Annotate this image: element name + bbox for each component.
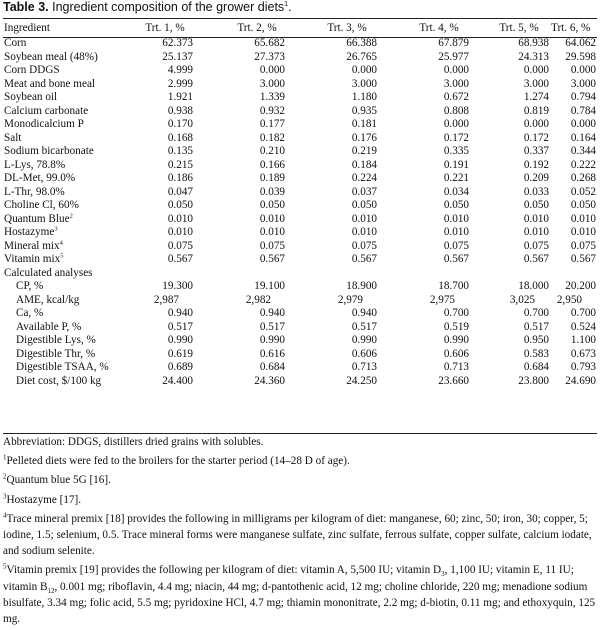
cell-trt-1: 4.999: [167, 64, 193, 77]
cell-trt-4: 0.172: [443, 131, 469, 144]
cell-trt-1: 0.215: [167, 158, 193, 171]
cell-trt-1: 0.047: [167, 185, 193, 198]
cell-trt-4: 0.034: [443, 185, 469, 198]
cell-trt-6: 0.793: [570, 361, 596, 374]
cell-trt-2: 1.339: [259, 91, 285, 104]
cell-trt-2: 0.567: [259, 253, 285, 266]
cell-trt-2: 0.050: [259, 199, 285, 212]
cell-trt-2: 0.166: [259, 158, 285, 171]
cell-trt-5: 24.313: [518, 50, 549, 63]
cell-trt-6: 0.052: [570, 185, 596, 198]
cell-trt-3: 0.184: [351, 158, 377, 171]
footnote-5-subscript-b12: 12: [47, 586, 55, 595]
table-label: Table 3.: [3, 0, 49, 14]
cell-trt-2: 0.010: [259, 212, 285, 225]
cell-trt-5: 0.700: [523, 307, 549, 320]
row-ingredient-label: [4, 253, 63, 267]
cell-trt-4: 0.567: [443, 253, 469, 266]
footnote-2: [3, 472, 597, 488]
cell-trt-3: 0.713: [351, 361, 377, 374]
cell-trt-1: 0.186: [167, 172, 193, 185]
row-ingredient-name: L-Thr, 98.0%: [4, 185, 65, 198]
row-ingredient-name: Choline Cl, 60%: [4, 199, 79, 212]
cell-trt-6: 0.344: [570, 145, 596, 158]
footnote-5-text-c: , 0.001 mg; riboflavin, 4.4 mg; niacin, 44 mg; d-pantothenic acid, 12 mg; choline chloride, 220 mg; menadione sodium bisulfate, 3.34 mg; folic acid, 5.5 mg; pyridoxine HCl, 4.7 mg; thiamin mononitrate, 2.2 mg; d-biotin, 0.11 mg; and ethoxyquin, 125 mg.: [3, 580, 596, 626]
cell-trt-6: 0.010: [570, 212, 596, 225]
cell-trt-1: 0.517: [167, 320, 193, 333]
cell-trt-5: 0.000: [523, 118, 549, 131]
row-ingredient-name: Calcium carbonate: [4, 104, 89, 117]
cell-trt-4: 0.519: [443, 320, 469, 333]
row-ingredient-label: [4, 240, 63, 254]
calc-row-name: CP, %: [16, 280, 44, 293]
cell-trt-2: 0.990: [259, 334, 285, 347]
cell-trt-5: 0.075: [523, 239, 549, 252]
cell-trt-5: 0.192: [523, 158, 549, 171]
cell-trt-2: 0.940: [259, 307, 285, 320]
table-row: [3, 91, 597, 105]
cell-trt-6: 0.524: [570, 320, 596, 333]
header-trt-2: Trt. 2, %: [237, 22, 277, 34]
cell-trt-1: 19.300: [162, 280, 193, 293]
cell-trt-5: 0.819: [523, 104, 549, 117]
cell-trt-2: 2,982: [245, 293, 271, 306]
calc-row: [3, 280, 597, 294]
cell-trt-2: 0.039: [259, 185, 285, 198]
cell-trt-1: 0.689: [167, 361, 193, 374]
cell-trt-1: 0.135: [167, 145, 193, 158]
row-ingredient-name: Soybean meal (48%): [4, 50, 98, 63]
cell-trt-4: 3.000: [443, 77, 469, 90]
cell-trt-4: 18.700: [438, 280, 469, 293]
row-ingredient-name: Vitamin mix: [4, 253, 61, 266]
cell-trt-1: 0.050: [167, 199, 193, 212]
cell-trt-6: 2,950: [556, 293, 582, 306]
row-ingredient-name: L-Lys, 78.8%: [4, 158, 66, 171]
cell-trt-3: 3.000: [351, 77, 377, 90]
cell-trt-3: 0.990: [351, 334, 377, 347]
row-ingredient-name: Meat and bone meal: [4, 77, 96, 90]
cell-trt-3: 0.050: [351, 199, 377, 212]
cell-trt-4: 0.000: [443, 118, 469, 131]
cell-trt-6: 64.062: [565, 37, 596, 49]
cell-trt-5: 0.172: [523, 131, 549, 144]
cell-trt-6: 0.164: [570, 131, 596, 144]
cell-trt-3: 0.517: [351, 320, 377, 333]
cell-trt-6: 3.000: [570, 77, 596, 90]
footnote-5-subscript-d3: 3: [441, 570, 445, 579]
row-ingredient-label: [4, 213, 73, 227]
table-row: [3, 159, 597, 173]
calc-row: [3, 334, 597, 348]
cell-trt-1: 1.921: [167, 91, 193, 104]
header-trt-1: Trt. 1, %: [145, 22, 185, 34]
row-ingredient-name: Corn DDGS: [4, 64, 60, 77]
cell-trt-2: 0.932: [259, 104, 285, 117]
footnote-3: [3, 492, 597, 508]
cell-trt-3: 0.010: [351, 226, 377, 239]
cell-trt-3: 0.176: [351, 131, 377, 144]
cell-trt-3: 0.037: [351, 185, 377, 198]
cell-trt-1: 0.938: [167, 104, 193, 117]
cell-trt-6: 0.567: [570, 253, 596, 266]
cell-trt-4: 0.606: [443, 347, 469, 360]
cell-trt-3: 26.765: [346, 50, 377, 63]
calc-row: [3, 307, 597, 321]
table-caption: [3, 0, 292, 14]
cell-trt-2: 0.517: [259, 320, 285, 333]
table-row: [3, 145, 597, 159]
row-ingredient-name: Salt: [4, 131, 22, 144]
cell-trt-5: 3.000: [523, 77, 549, 90]
calc-row-name: Digestible TSAA, %: [16, 361, 109, 374]
calc-row-name: Digestible Thr, %: [16, 347, 96, 360]
table-row: [3, 51, 597, 65]
cell-trt-4: 2,975: [429, 293, 455, 306]
row-footnote-mark: 4: [59, 239, 63, 246]
cell-trt-6: 0.784: [570, 104, 596, 117]
cell-trt-3: 0.075: [351, 239, 377, 252]
calc-row: [3, 294, 597, 308]
cell-trt-1: 24.400: [162, 374, 193, 387]
header-ingredient: Ingredient: [4, 22, 50, 34]
calc-row-name: AME, kcal/kg: [16, 293, 80, 306]
footnote-5-text-b: , 1,100 IU; vitamin E, 11 IU; vitamin B: [3, 564, 574, 593]
calc-row: [3, 361, 597, 375]
cell-trt-3: 0.000: [351, 64, 377, 77]
cell-trt-6: 0.794: [570, 91, 596, 104]
cell-trt-5: 0.517: [523, 320, 549, 333]
cell-trt-6: 0.075: [570, 239, 596, 252]
cell-trt-3: 0.935: [351, 104, 377, 117]
footnote-1: [3, 453, 597, 469]
cell-trt-5: 0.010: [523, 212, 549, 225]
row-ingredient-name: DL-Met, 99.0%: [4, 172, 76, 185]
cell-trt-4: 0.335: [443, 145, 469, 158]
caption-footnote-mark: 1: [284, 0, 289, 8]
cell-trt-1: 2,987: [153, 293, 179, 306]
cell-trt-4: 25.977: [438, 50, 469, 63]
footnote-5: [3, 562, 597, 627]
cell-trt-4: 23.660: [438, 374, 469, 387]
footnote-1-mark: 1: [3, 453, 7, 462]
cell-trt-3: 0.940: [351, 307, 377, 320]
footnote-abbreviation-text: Abbreviation: DDGS, distillers dried grains with solubles.: [3, 436, 264, 448]
cell-trt-4: 0.010: [443, 226, 469, 239]
calc-row-name: Available P, %: [16, 320, 82, 333]
table-title: Ingredient composition of the grower diets: [48, 0, 285, 14]
cell-trt-5: 1.274: [523, 91, 549, 104]
cell-trt-2: 65.682: [254, 37, 285, 49]
row-ingredient-name: Quantum Blue: [4, 212, 70, 225]
footnote-2-mark: 2: [3, 472, 7, 481]
calc-row-name: Digestible Lys, %: [16, 334, 96, 347]
cell-trt-4: 0.191: [443, 158, 469, 171]
cell-trt-2: 0.177: [259, 118, 285, 131]
header-trt-4: Trt. 4, %: [419, 22, 459, 34]
table-header-row: [3, 19, 597, 37]
cell-trt-3: 24.250: [346, 374, 377, 387]
table-row: [3, 186, 597, 200]
table-row: [3, 213, 597, 227]
footnote-5-mark: 5: [3, 562, 7, 571]
cell-trt-5: 0.209: [523, 172, 549, 185]
calc-row: [3, 375, 597, 389]
cell-trt-1: 2.999: [167, 77, 193, 90]
table-row: [3, 172, 597, 186]
row-ingredient-name: Corn: [4, 37, 27, 49]
cell-trt-2: 0.075: [259, 239, 285, 252]
cell-trt-4: 0.672: [443, 91, 469, 104]
footnote-3-text: Hostazyme [17].: [6, 493, 82, 506]
calc-row-name: Ca, %: [16, 307, 44, 320]
footnote-3-mark: 3: [3, 491, 7, 500]
cell-trt-4: 0.010: [443, 212, 469, 225]
cell-trt-6: 20.200: [565, 280, 596, 293]
table-footnotes: [3, 434, 597, 630]
cell-trt-1: 0.075: [167, 239, 193, 252]
cell-trt-3: 0.606: [351, 347, 377, 360]
cell-trt-3: 1.180: [351, 91, 377, 104]
row-footnote-mark: 3: [54, 225, 58, 233]
cell-trt-4: 0.075: [443, 239, 469, 252]
cell-trt-1: 0.619: [167, 347, 193, 360]
cell-trt-1: 0.170: [167, 118, 193, 131]
cell-trt-4: 0.050: [443, 199, 469, 212]
cell-trt-5: 18.000: [518, 280, 549, 293]
row-ingredient-name: Monodicalcium P: [4, 118, 84, 131]
caption-period: .: [288, 0, 292, 14]
cell-trt-4: 0.000: [443, 64, 469, 77]
cell-trt-6: 0.700: [570, 307, 596, 320]
cell-trt-2: 0.684: [259, 361, 285, 374]
cell-trt-4: 0.700: [443, 307, 469, 320]
cell-trt-2: 3.000: [259, 77, 285, 90]
cell-trt-2: 24.360: [254, 374, 285, 387]
table-row: [3, 37, 597, 51]
row-ingredient-label: [4, 226, 58, 240]
cell-trt-6: 0.000: [570, 64, 596, 77]
cell-trt-3: 18.900: [346, 280, 377, 293]
footnote-4: [3, 511, 597, 560]
cell-trt-4: 0.221: [443, 172, 469, 185]
row-footnote-mark: 2: [69, 211, 73, 219]
footnote-4-mark: 4: [3, 511, 7, 520]
cell-trt-5: 3,025: [509, 293, 535, 306]
cell-trt-2: 19.100: [254, 280, 285, 293]
cell-trt-6: 0.673: [570, 347, 596, 360]
cell-trt-2: 0.010: [259, 226, 285, 239]
cell-trt-5: 0.337: [523, 145, 549, 158]
cell-trt-5: 0.033: [523, 185, 549, 198]
footnote-5-text-a: Vitamin premix [19] provides the following per kilogram of diet: vitamin A, 5,500 IU; vitamin D: [6, 564, 442, 577]
cell-trt-4: 0.713: [443, 361, 469, 374]
row-ingredient-name: Mineral mix: [4, 239, 60, 252]
header-trt-5: Trt. 5, %: [499, 22, 539, 34]
cell-trt-4: 0.990: [443, 334, 469, 347]
cell-trt-5: 0.583: [523, 347, 549, 360]
table-row: [3, 199, 597, 213]
footnote-4-text: Trace mineral premix [18] provides the following in milligrams per kilogram of diet: manganese, 60; zinc, 50; iron, 30; copper, 5; iodine, 1.5; selenium, 0.5. Trace mineral forms were manganese sulfate, zinc sulfate, ferrous sulfate, copper sulfate, calcium iodate, and sodium selenite.: [3, 512, 592, 558]
calc-heading-row: [3, 267, 597, 281]
cell-trt-1: 0.567: [167, 253, 193, 266]
cell-trt-5: 0.684: [523, 361, 549, 374]
cell-trt-5: 0.000: [523, 64, 549, 77]
cell-trt-2: 0.000: [259, 64, 285, 77]
cell-trt-6: 24.690: [565, 374, 596, 387]
cell-trt-3: 2,979: [337, 293, 363, 306]
table-row: [3, 253, 597, 267]
cell-trt-2: 0.189: [259, 172, 285, 185]
cell-trt-3: 0.567: [351, 253, 377, 266]
calc-heading: Calculated analyses: [4, 266, 93, 279]
cell-trt-3: 0.224: [351, 172, 377, 185]
table-row: [3, 132, 597, 146]
cell-trt-6: 0.010: [570, 226, 596, 239]
cell-trt-3: 66.388: [346, 37, 377, 49]
table-row: [3, 105, 597, 119]
cell-trt-5: 68.938: [518, 37, 549, 49]
cell-trt-1: 0.010: [167, 212, 193, 225]
cell-trt-1: 0.168: [167, 131, 193, 144]
cell-trt-5: 0.567: [523, 253, 549, 266]
cell-trt-1: 0.990: [167, 334, 193, 347]
cell-trt-5: 0.950: [523, 334, 549, 347]
cell-trt-3: 0.219: [351, 145, 377, 158]
cell-trt-3: 0.181: [351, 118, 377, 131]
header-trt-3: Trt. 3, %: [327, 22, 367, 34]
footnote-1-text: Pelleted diets were fed to the broilers for the starter period (14–28 D of age).: [6, 455, 350, 468]
table-body: [3, 37, 597, 388]
cell-trt-5: 23.800: [518, 374, 549, 387]
table-row: [3, 64, 597, 78]
cell-trt-2: 0.210: [259, 145, 285, 158]
cell-trt-5: 0.010: [523, 226, 549, 239]
header-trt-6: Trt. 6, %: [551, 22, 591, 34]
table-row: [3, 118, 597, 132]
footnote-abbreviation: [3, 434, 597, 450]
row-ingredient-name: Hostazyme: [4, 226, 55, 239]
cell-trt-5: 0.050: [523, 199, 549, 212]
row-ingredient-name: Sodium bicarbonate: [4, 145, 94, 158]
cell-trt-6: 0.268: [570, 172, 596, 185]
table-row: [3, 240, 597, 254]
calc-row: [3, 321, 597, 335]
cell-trt-2: 0.182: [259, 131, 285, 144]
cell-trt-6: 0.222: [570, 158, 596, 171]
cell-trt-6: 1.100: [570, 334, 596, 347]
calc-row: [3, 348, 597, 362]
calc-row-name: Diet cost, $/100 kg: [16, 374, 102, 387]
row-footnote-mark: 5: [60, 252, 64, 260]
cell-trt-6: 0.050: [570, 199, 596, 212]
cell-trt-4: 0.808: [443, 104, 469, 117]
cell-trt-1: 62.373: [162, 37, 193, 49]
table-row: [3, 78, 597, 92]
table-row: [3, 226, 597, 240]
cell-trt-2: 0.616: [259, 347, 285, 360]
cell-trt-1: 0.010: [167, 226, 193, 239]
cell-trt-1: 25.137: [162, 50, 193, 63]
cell-trt-2: 27.373: [254, 50, 285, 63]
cell-trt-6: 0.000: [570, 118, 596, 131]
cell-trt-4: 67.879: [438, 37, 469, 49]
ingredient-table: [3, 19, 597, 388]
cell-trt-1: 0.940: [167, 307, 193, 320]
cell-trt-6: 29.598: [565, 50, 596, 63]
cell-trt-3: 0.010: [351, 212, 377, 225]
footnote-2-text: Quantum blue 5G [16].: [6, 474, 111, 487]
row-ingredient-name: Soybean oil: [4, 91, 58, 104]
